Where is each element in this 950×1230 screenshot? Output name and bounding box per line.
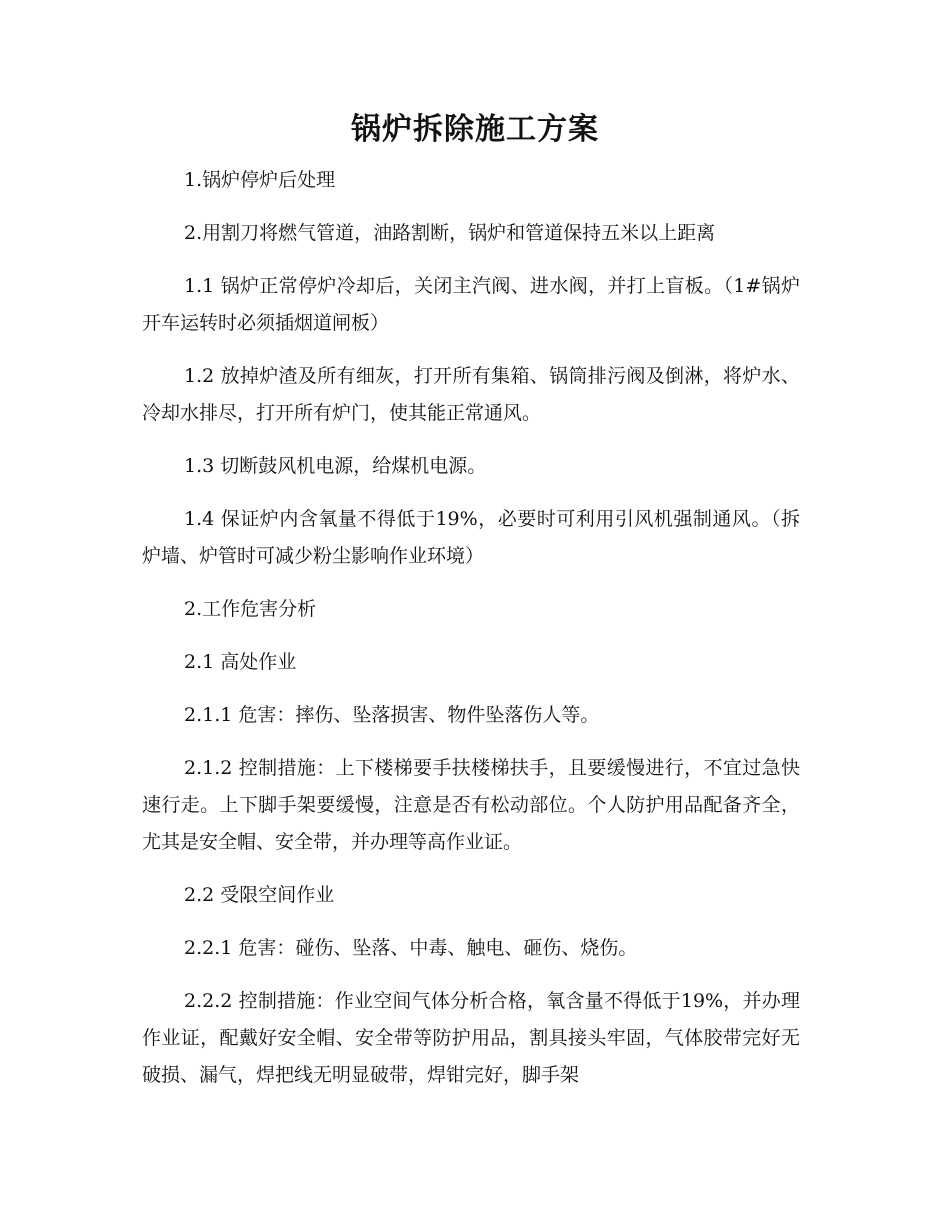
- document-title: 锅炉拆除施工方案: [351, 112, 599, 147]
- document-body: [142, 162, 800, 1110]
- paragraph: 2.2.2 控制措施：作业空间气体分析合格，氧含量不得低于19%，并办理作业证，配戴好安全帽、安全带等防护用品，割具接头牢固，气体胶带完好无破损、漏气，焊把线无明显破带，焊钳完好，脚手架: [142, 990, 800, 1086]
- subsection-heading: 2.1 高处作业: [184, 651, 297, 673]
- section-heading: 2.工作危害分析: [184, 598, 317, 620]
- paragraph: 1.锅炉停炉后处理: [184, 169, 336, 191]
- paragraph: 1.1 锅炉正常停炉冷却后，关闭主汽阀、进水阀，并打上盲板。（1#锅炉开车运转时必须插烟道闸板）: [142, 275, 800, 334]
- subsection-heading: 2.2 受限空间作业: [184, 884, 335, 906]
- paragraph: 1.4 保证炉内含氧量不得低于19%，必要时可利用引风机强制通风。（拆炉墙、炉管时可减少粉尘影响作业环境）: [142, 508, 800, 567]
- paragraph: 1.2 放掉炉渣及所有细灰，打开所有集箱、锅筒排污阀及倒淋，将炉水、冷却水排尽，打开所有炉门，使其能正常通风。: [142, 365, 800, 424]
- paragraph: 2.用割刀将燃气管道，油路割断，锅炉和管道保持五米以上距离: [184, 222, 716, 244]
- paragraph: 2.1.1 危害：摔伤、坠落损害、物件坠落伤人等。: [184, 704, 600, 726]
- paragraph: 2.1.2 控制措施：上下楼梯要手扶楼梯扶手，且要缓慢进行，不宜过急快速行走。上下脚手架要缓慢，注意是否有松动部位。个人防护用品配备齐全，尤其是安全帽、安全带，并办理等高作业证。: [142, 757, 800, 853]
- paragraph: 1.3 切断鼓风机电源，给煤机电源。: [184, 455, 487, 477]
- paragraph: 2.2.1 危害：碰伤、坠落、中毒、触电、砸伤、烧伤。: [184, 937, 638, 959]
